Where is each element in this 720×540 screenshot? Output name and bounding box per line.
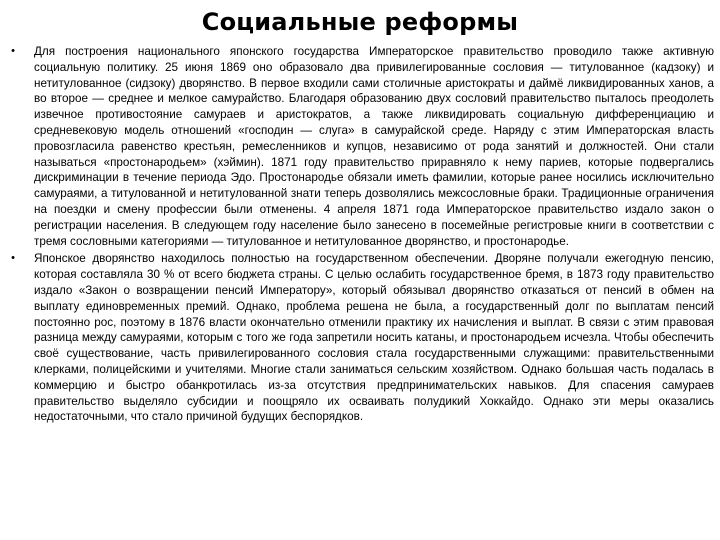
bullet-item — [8, 44, 714, 249]
slide-title: Социальные реформы — [201, 8, 519, 36]
bullet-item — [8, 251, 714, 425]
bullet-icon: • — [11, 45, 15, 57]
bullet-list — [8, 44, 714, 427]
bullet-text: Для построения национального японского государства Императорское правительство проводило также активную социальную политику. 25 июня 1869 оно образовало два привилегированные сословия — титулованное (кадзоку) и нетитулованное (сидзоку) дворянство. В первое входили сами столичные аристократы и даймё ликвидированных ханов, а во второе — среднее и мелкое самурайство. Благодаря образованию двух сословий правительство пыталось преодолеть извечное противостояние самураев и аристократов, а также ликвидировать социальную дифференциацию и средневековую модель отношений «господин — слуга» в самурайской среде. Наряду с этим Императорская власть провозгласила равенство крестьян, ремесленников и купцов, независимо от рода занятий и должностей. Они стали называться «простонародьем» (хэймин). 1871 году правительство приравняло к нему париев, которые подвергались дискриминации в течение периода Эдо. Простонародье обязали иметь фамилии, которые ранее носились исключительно самураями, а титулованной и нетитулованной знати теперь дозволялись межсословные браки. Традиционные ограничения на поездки и смену профессии были отменены. 4 апреля 1871 года Императорское правительство издало закон о регистрации населения. В следующем году население было занесено в посемейные регистровые книги в соответствии с тремя сословными категориями — титулованное и нетитулованное дворянство, и простонародье. — [34, 45, 714, 248]
bullet-icon: • — [11, 252, 15, 265]
bullet-text: Японское дворянство находилось полностью на государственном обеспечении. Дворяне получали ежегодную пенсию, которая составляла 30 % от всего бюджета страны. С целью ослабить государственное бремя, в 1873 году правительство издало «Закон о возвращении пенсий Императору», который обязывал дворянство отказаться от пенсий в обмен на выплату единовременных премий. Однако, проблема решена не была, а государственный долг по выплатам пенсий постоянно рос, поэтому в 1876 власти окончательно отменили практику их начисления и выплат. В связи с этим правовая разница между самураями, которым с того же года запретили носить катаны, и простонародьем исчезла. Чтобы обеспечить своё существование, часть привилегированного сословия стала государственными служащими: правительственными клерками, полицейскими и учителями. Многие стали заниматься сельским хозяйством. Однако большая часть подалась в коммерцию и быстро обанкротилась из-за отсутствия предпринимательских навыков. Для спасения самураев правительство выделяло субсидии и поощряло их осваивать полудикий Хоккайдо. Однако эти меры оказались недостаточными, что стало причиной будущих беспорядков. — [34, 252, 714, 424]
